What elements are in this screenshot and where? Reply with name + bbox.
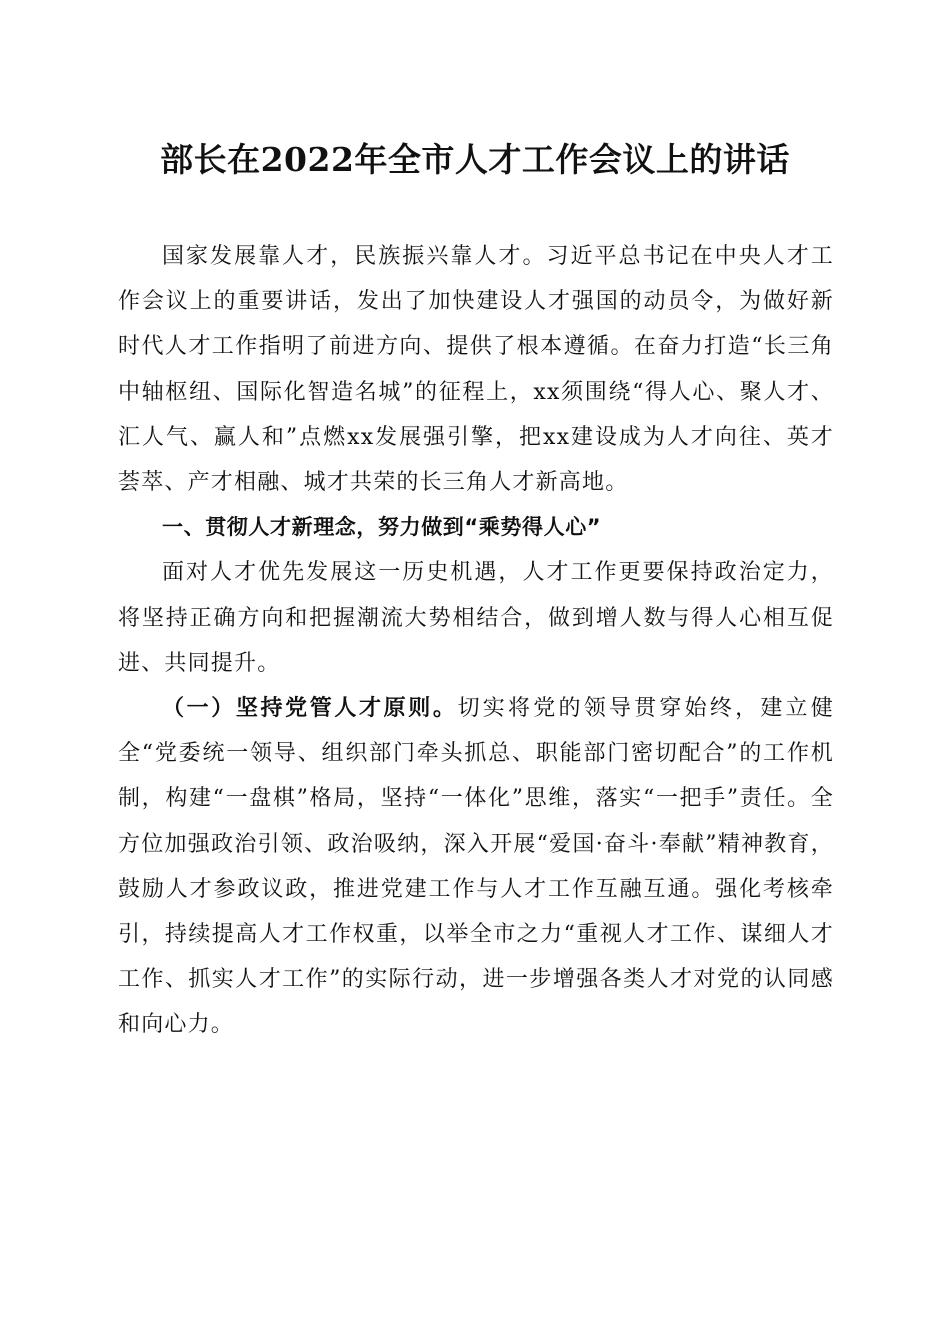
document-title: 部长在2022年全市人才工作会议上的讲话 xyxy=(160,140,790,179)
subsection-lead: （一）坚持党管人才原则。 xyxy=(162,696,458,722)
subsection-paragraph xyxy=(118,686,834,1048)
subsection-text: 切实将党的领导贯穿始终，建立健全“党委统一领导、组织部门牵头抓总、职能部门密切配合”的工作机制，构建“一盘棋”格局，坚持“一体化”思维，落实“一把手”责任。全方位加强政治引领、政治吸纳，深入开展“爱国·奋斗·奉献”精神教育，鼓励人才参政议政，推进党建工作与人才工作互融互通。强化考核牵引，持续提高人才工作权重，以举全市之力“重视人才工作、谋细人才工作、抓实人才工作”的实际行动，进一步增强各类人才对党的认同感和向心力。 xyxy=(118,696,834,1038)
document-body xyxy=(118,234,834,1048)
intro-paragraph: 国家发展靠人才，民族振兴靠人才。习近平总书记在中央人才工作会议上的重要讲话，发出了加快建设人才强国的动员令，为做好新时代人才工作指明了前进方向、提供了根本遵循。在奋力打造“长三角中轴枢纽、国际化智造名城”的征程上，xx须围绕“得人心、聚人才、汇人气、赢人和”点燃xx发展强引擎，把xx建设成为人才向往、英才荟萃、产才相融、城才共荣的长三角人才新高地。 xyxy=(118,244,834,496)
section-paragraph: 面对人才优先发展这一历史机遇，人才工作更要保持政治定力，将坚持正确方向和把握潮流大势相结合，做到增人数与得人心相互促进、共同提升。 xyxy=(118,560,834,676)
section-heading: 一、贯彻人才新理念，努力做到“乘势得人心” xyxy=(162,515,602,540)
